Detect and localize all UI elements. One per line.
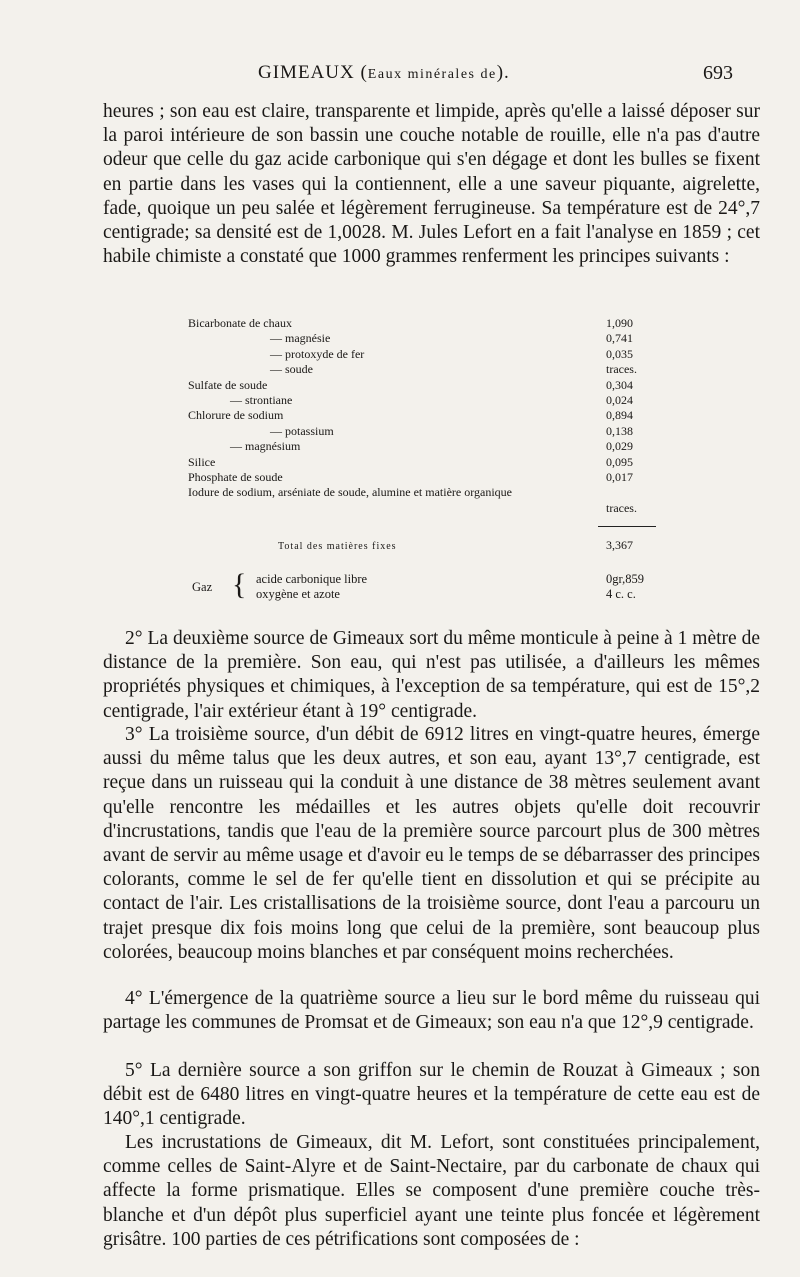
gas-row-label: oxygène et azote xyxy=(256,587,340,601)
paragraph-fourth-source: 4° L'émergence de la quatrième source a lieu sur le bord même du ruisseau qui partage les communes de Promsat et de Gimeaux; son eau n'a que 12°,9 centigrade. xyxy=(103,988,760,1034)
analysis-table xyxy=(188,316,658,517)
gas-label: Gaz xyxy=(192,580,213,594)
row-value: 0,894 xyxy=(606,408,633,423)
row-label: Bicarbonate de chaux xyxy=(188,316,292,330)
brace-icon: { xyxy=(232,568,247,601)
row-value: 0,024 xyxy=(606,392,633,407)
table-row xyxy=(188,424,658,439)
row-label: — magnésium xyxy=(230,439,301,454)
gas-row-value: 0gr,859 xyxy=(606,572,645,586)
table-row xyxy=(188,347,658,362)
row-value: 0,138 xyxy=(606,423,633,438)
gas-row xyxy=(256,587,736,602)
table-row xyxy=(188,331,658,346)
title-paren-open: ( xyxy=(360,62,368,83)
row-label: Sulfate de soude xyxy=(188,377,268,392)
paragraph-first-source: heures ; son eau est claire, transparente et limpide, après qu'elle a laissé déposer sur la paroi intérieure de son bassin une couche notable de rouille, elle n'a pas d'autre odeur que celle du gaz acide carbonique qui s'en dégage et dont les bulles se fixent en partie dans les vases qui la contiennent, elle a une saveur piquante, aigrelette, fade, quoique un peu salée et légèrement ferrugineuse. Sa température est de 24°,7 centigrade; sa densité est de 1,0028. M. Jules Lefort en a fait l'analyse en 1859 ; cet habile chimiste a constaté que 1000 grammes renferment les principes suivants : xyxy=(103,101,760,268)
row-value: 0,017 xyxy=(606,469,633,484)
row-label: — strontiane xyxy=(230,392,293,407)
paragraph-second-source: 2° La deuxième source de Gimeaux sort du même monticule à peine à 1 mètre de distance de la première. Son eau, qui n'est pas utilisée, a d'ailleurs les mêmes propriétés physiques et chimiques, à l'exception de sa température, qui est de 15°,2 centigrade, l'air extérieur étant à 19° centigrade. xyxy=(103,628,760,722)
row-label: — protoxyde de fer xyxy=(270,346,365,361)
running-title xyxy=(258,62,510,84)
table-row xyxy=(188,393,658,408)
row-value: 0,095 xyxy=(606,454,633,469)
gas-block xyxy=(192,568,672,602)
table-row xyxy=(188,439,658,454)
row-value: 0,029 xyxy=(606,439,633,454)
row-value: 1,090 xyxy=(606,316,633,330)
table-row xyxy=(188,455,658,470)
table-row xyxy=(188,316,658,331)
page-number: 693 xyxy=(703,62,733,84)
total-rule xyxy=(598,526,656,527)
title-subtitle: Eaux minérales de xyxy=(367,67,497,82)
title-paren-close: ). xyxy=(496,62,510,83)
row-label: Phosphate de soude xyxy=(188,469,283,484)
row-label: Silice xyxy=(188,454,216,469)
running-header xyxy=(0,62,800,92)
total-value: 3,367 xyxy=(606,538,633,552)
table-row xyxy=(188,378,658,393)
row-value: 0,741 xyxy=(606,331,633,346)
row-label: Chlorure de sodium xyxy=(188,408,284,423)
row-value: 0,035 xyxy=(606,346,633,361)
paragraph-third-source: 3° La troisième source, d'un débit de 6912 litres en vingt-quatre heures, émerge aussi du même talus que les deux autres, et son eau, ayant 13°,7 centigrade, est reçue dans un ruisseau qui la conduit à une distance de 38 mètres seulement avant qu'elle rencontre les médailles et les autres objets qu'elle doit recouvrir d'incrustations, tandis que l'eau de la première source parcourt plus de 300 mètres avant de servir au même usage et d'avoir eu le temps de se débarrasser des principes colorants, comme le sel de fer qu'elle tient en dissolution et qui se précipite au contact de l'air. Les cristallisations de la troisième source, dont l'eau a parcouru un trajet presque dix fois moins long que celui de la première, sont beaucoup plus colorées, beaucoup moins blanches et par conséquent moins recherchées. xyxy=(103,724,760,963)
total-label: Total des matières fixes xyxy=(278,541,397,552)
row-value: traces. xyxy=(606,501,637,516)
paragraph-incrustations: Les incrustations de Gimeaux, dit M. Lefort, sont constituées principalement, comme celles de Saint-Alyre et de Saint-Nectaire, par du carbonate de chaux qui affecte la forme prismatique. Elles se composent d'une première couche très-blanche et d'un dépôt plus superficiel ayant une teinte plus foncée et légèrement grisâtre. 100 parties de ces pétrifications sont composées de : xyxy=(103,1132,760,1250)
row-label: — potassium xyxy=(270,423,334,438)
row-label: Iodure de sodium, arséniate de soude, alumine et matière organique xyxy=(188,485,512,500)
table-row xyxy=(188,470,658,485)
total-row xyxy=(278,538,698,553)
gas-row-value: 4 c. c. xyxy=(606,587,636,601)
table-row xyxy=(188,485,658,517)
row-label: — soude xyxy=(270,362,313,377)
row-value: 0,304 xyxy=(606,377,633,392)
gas-row-label: acide carbonique libre xyxy=(256,572,368,586)
title-main: GIMEAUX xyxy=(258,62,355,83)
gas-row xyxy=(256,572,736,587)
table-row xyxy=(188,408,658,423)
table-row xyxy=(188,362,658,377)
row-value: traces. xyxy=(606,362,637,377)
row-label: — magnésie xyxy=(270,331,331,346)
paragraph-fifth-source: 5° La dernière source a son griffon sur le chemin de Rouzat à Gimeaux ; son débit est de 6480 litres en vingt-quatre heures et la température de cette eau est de 140°,1 centigrade. xyxy=(103,1060,760,1130)
